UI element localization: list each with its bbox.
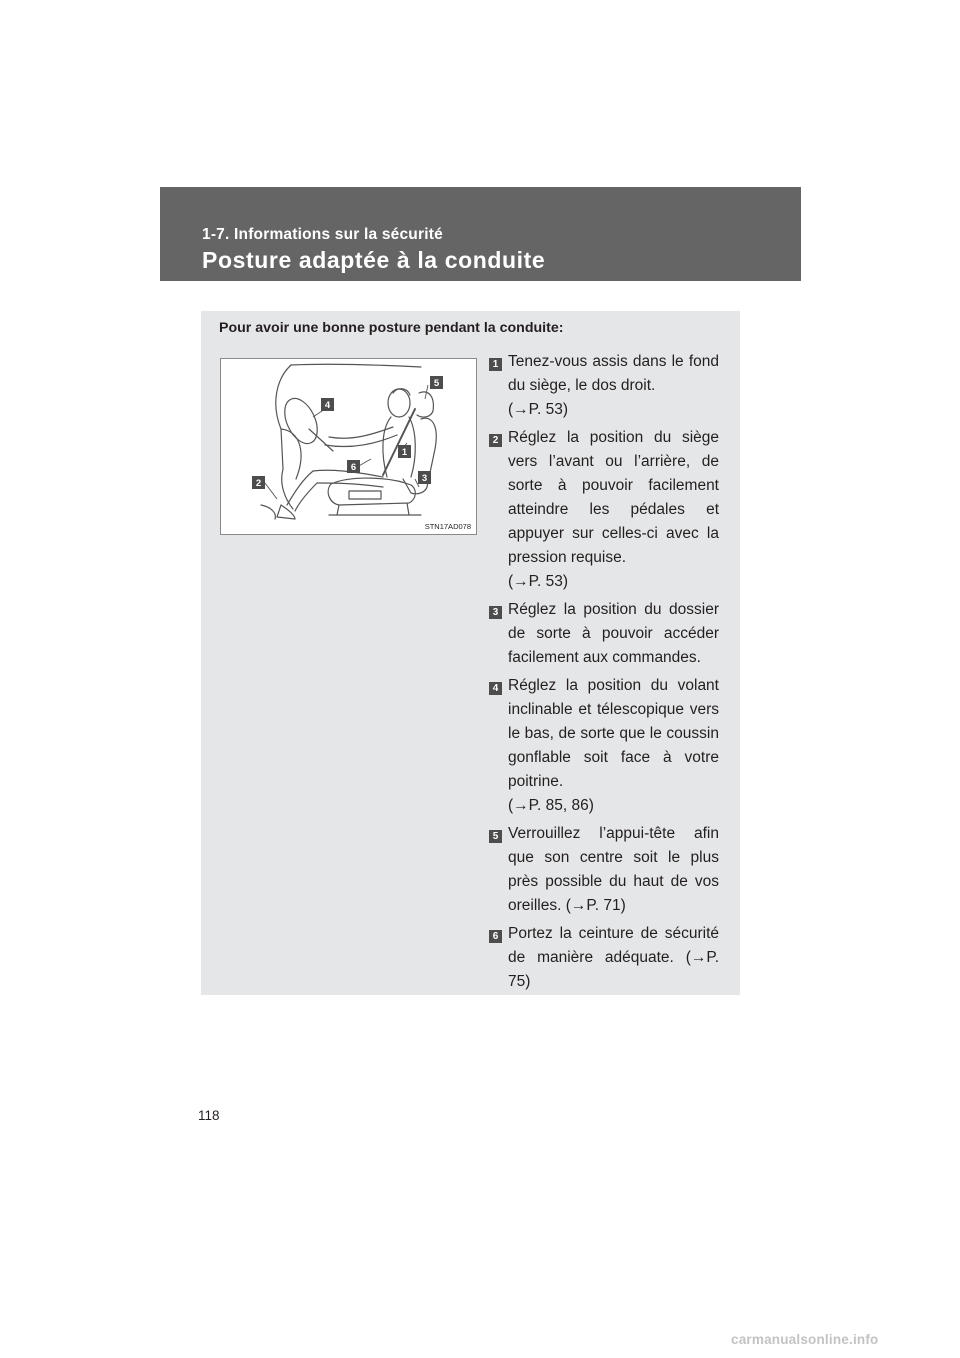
watermark: carmanualsonline.info xyxy=(731,1332,879,1347)
list-item xyxy=(489,822,719,918)
callout-4 xyxy=(321,398,334,411)
step-number: 5 xyxy=(489,830,502,843)
page-reference: (→P. 53) xyxy=(508,401,569,418)
step-text: Réglez la position du volant inclinable et télescopique vers le bas, de sorte que le coussin gonflable soit face à votre poitrine. xyxy=(508,677,719,790)
page-number: 118 xyxy=(198,1108,220,1123)
step-number: 4 xyxy=(489,682,502,695)
step-text: Réglez la position du siège vers l’avant ou l’arrière, de sorte à pouvoir facilement atteindre les pédales et appuyer sur celles-ci avec la pression requise. xyxy=(508,429,719,566)
section-label: 1-7. Informations sur la sécurité xyxy=(202,226,443,243)
svg-text:4: 4 xyxy=(324,400,331,411)
svg-text:1: 1 xyxy=(401,447,408,458)
step-number: 6 xyxy=(489,930,502,943)
list-item xyxy=(489,598,719,670)
step-number: 3 xyxy=(489,606,502,619)
list-item xyxy=(489,426,719,594)
step-text: Tenez-vous assis dans le fond du siège, le dos droit. xyxy=(508,353,719,394)
list-item xyxy=(489,674,719,818)
callout-6 xyxy=(347,460,360,473)
list-item xyxy=(489,350,719,422)
step-text: Verrouillez l’appui-tête afin que son centre soit le plus près possible du haut de vos oreilles. (→P. 71) xyxy=(508,825,719,914)
callout-1 xyxy=(398,445,411,458)
step-number: 2 xyxy=(489,434,502,447)
chapter-header xyxy=(160,187,801,281)
svg-text:3: 3 xyxy=(421,473,428,484)
callout-5 xyxy=(430,376,443,389)
list-item xyxy=(489,922,719,994)
callout-3 xyxy=(418,471,431,484)
svg-text:2: 2 xyxy=(255,478,262,489)
content-panel xyxy=(201,311,740,995)
page-reference: (→P. 85, 86) xyxy=(508,797,594,814)
step-text: Portez la ceinture de sécurité de manière adéquate. (→P. 75) xyxy=(508,925,719,990)
driver-seat-drawing xyxy=(221,359,476,534)
step-number: 1 xyxy=(489,358,502,371)
figure-code: STN17AD078 xyxy=(424,522,471,531)
callout-2 xyxy=(252,476,265,489)
svg-text:6: 6 xyxy=(350,462,357,473)
svg-text:5: 5 xyxy=(433,378,440,389)
page-title: Posture adaptée à la conduite xyxy=(202,247,546,273)
intro-text: Pour avoir une bonne posture pendant la conduite: xyxy=(219,320,564,336)
page-reference: (→P. 53) xyxy=(508,573,569,590)
step-text: Réglez la position du dossier de sorte à pouvoir accéder facilement aux commandes. xyxy=(508,601,719,666)
driving-posture-illustration xyxy=(220,358,477,535)
posture-steps-list xyxy=(489,350,719,998)
